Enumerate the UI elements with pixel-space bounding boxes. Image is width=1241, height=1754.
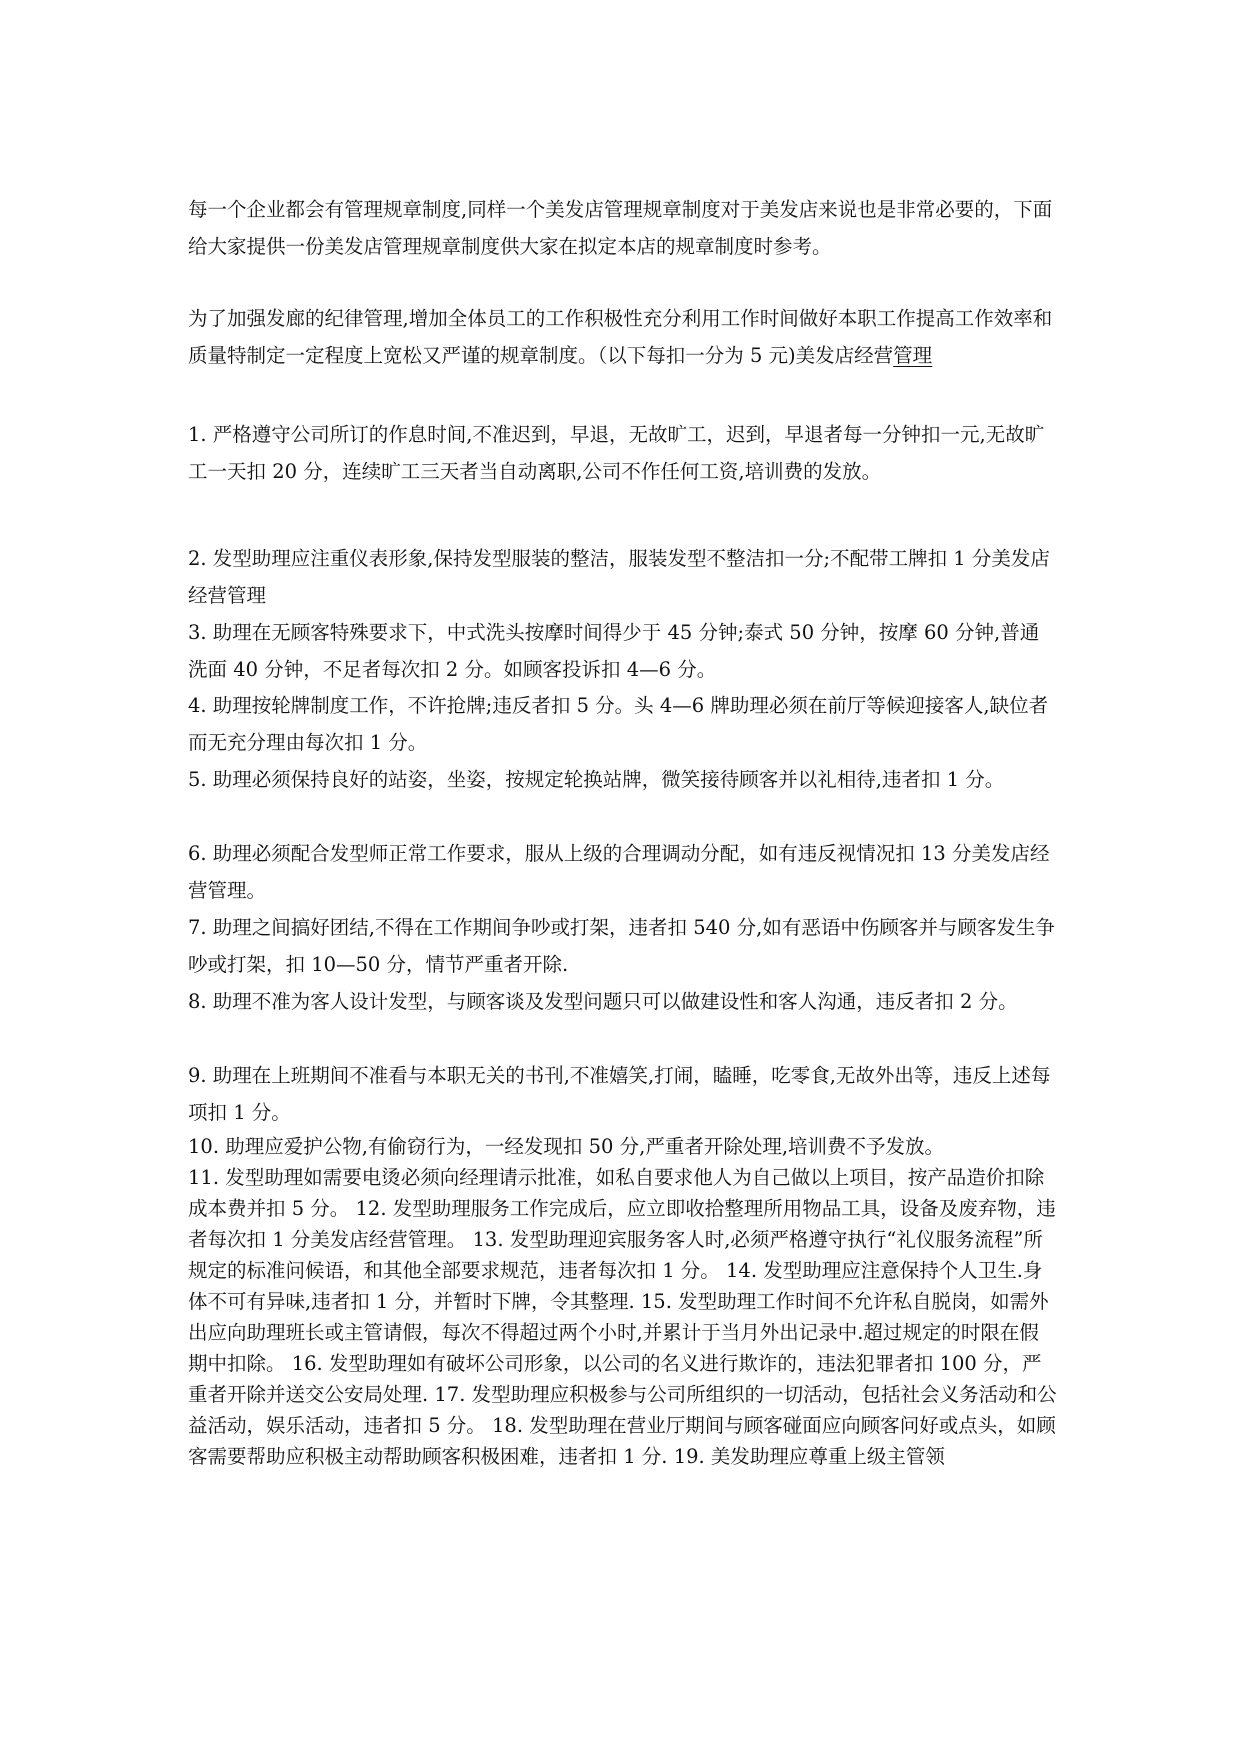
rule-6: 6. 助理必须配合发型师正常工作要求，服从上级的合理调动分配，如有违反视情况扣 13 分美发店经营管理。 [188,842,1050,902]
rule-1: 1. 严格遵守公司所订的作息时间,不准迟到，早退，无故旷工，迟到，早退者每一分钟扣一元,无故旷工一天扣 20 分，连续旷工三天者当自动离职,公司不作任何工资,培训费的发放。 [188,423,1045,483]
rules-11-19: 11. 发型助理如需要电烫必须向经理请示批准，如私自要求他人为自己做以上项目，按产品造价扣除成本费并扣 5 分。 12. 发型助理服务工作完成后，应立即收拾整理所用物品工具，设备及废弃物，违者每次扣 1 分美发店经营管理。 13. 发型助理迎宾服务客人时,必须严格遵守执行“礼仪服务流程”所规定的标准问候语，和其他全部要求规范，违者每次扣 1 分。 14. 发型助理应注意保持个人卫生.身体不可有异味,违者扣 1 分，并暂时下牌，令其整理. 15. 发型助理工作时间不允许私自脱岗，如需外出应向助理班长或主管请假，每次不得超过两个小时,并累计于当月外出记录中.超过规定的时限在假期中扣除。 16. 发型助理如有破坏公司形象，以公司的名义进行欺诈的，违法犯罪者扣 100 分，严重者开除并送交公安局处理. 17. 发型助理应积极参与公司所组织的一切活动，包括社会义务活动和公益活动，娱乐活动，违者扣 5 分。 18. 发型助理在营业厅期间与顾客碰面应向顾客问好或点头，如顾客需要帮助应积极主动帮助顾客积极困难，违者扣 1 分. 19. 美发助理应尊重上级主管领 [188,1166,1057,1468]
rule-4: 4. 助理按轮牌制度工作，不许抢牌;违反者扣 5 分。头 4—6 牌助理必须在前厅等候迎接客人,缺位者而无充分理由每次扣 1 分。 [188,694,1049,754]
intro-paragraph: 每一个企业都会有管理规章制度,同样一个美发店管理规章制度对于美发店来说也是非常必要的，下面给大家提供一份美发店管理规章制度供大家在拟定本店的规章制度时参考。 [188,198,1053,258]
preface-text: 为了加强发廊的纪律管理,增加全体员工的工作积极性充分利用工作时间做好本职工作提高工作效率和质量特制定一定程度上宽松又严谨的规章制度。（以下每扣一分为 5 元)美发店经营 [188,307,1053,367]
rule-8: 8. 助理不准为客人设计发型，与顾客谈及发型问题只可以做建设性和客人沟通，违反者扣 2 分。 [188,990,1018,1013]
rule-9: 9. 助理在上班期间不准看与本职无关的书刊,不准嬉笑,打闹，瞌睡，吃零食,无故外出等，违反上述每项扣 1 分。 [188,1064,1051,1124]
rule-10: 10. 助理应爱护公物,有偷窃行为，一经发现扣 50 分,严重者开除处理,培训费不予发放。 [188,1135,945,1158]
preface-paragraph [188,300,1058,374]
rule-7: 7. 助理之间搞好团结,不得在工作期间争吵或打架，违者扣 540 分,如有恶语中伤顾客并与顾客发生争吵或打架，扣 10—50 分，情节严重者开除. [188,916,1055,976]
rule-2: 2. 发型助理应注重仪表形象,保持发型服装的整洁，服装发型不整洁扣一分;不配带工牌扣 1 分美发店经营管理 [188,547,1050,607]
preface-underlined: 管理 [893,344,933,367]
rule-5: 5. 助理必须保持良好的站姿，坐姿，按规定轮换站牌，微笑接待顾客并以礼相待,违者扣 1 分。 [188,768,1005,791]
rule-3: 3. 助理在无顾客特殊要求下，中式洗头按摩时间得少于 45 分钟;泰式 50 分钟，按摩 60 分钟,普通洗面 40 分钟，不足者每次扣 2 分。如顾客投诉扣 4—6 分。 [188,621,1040,681]
